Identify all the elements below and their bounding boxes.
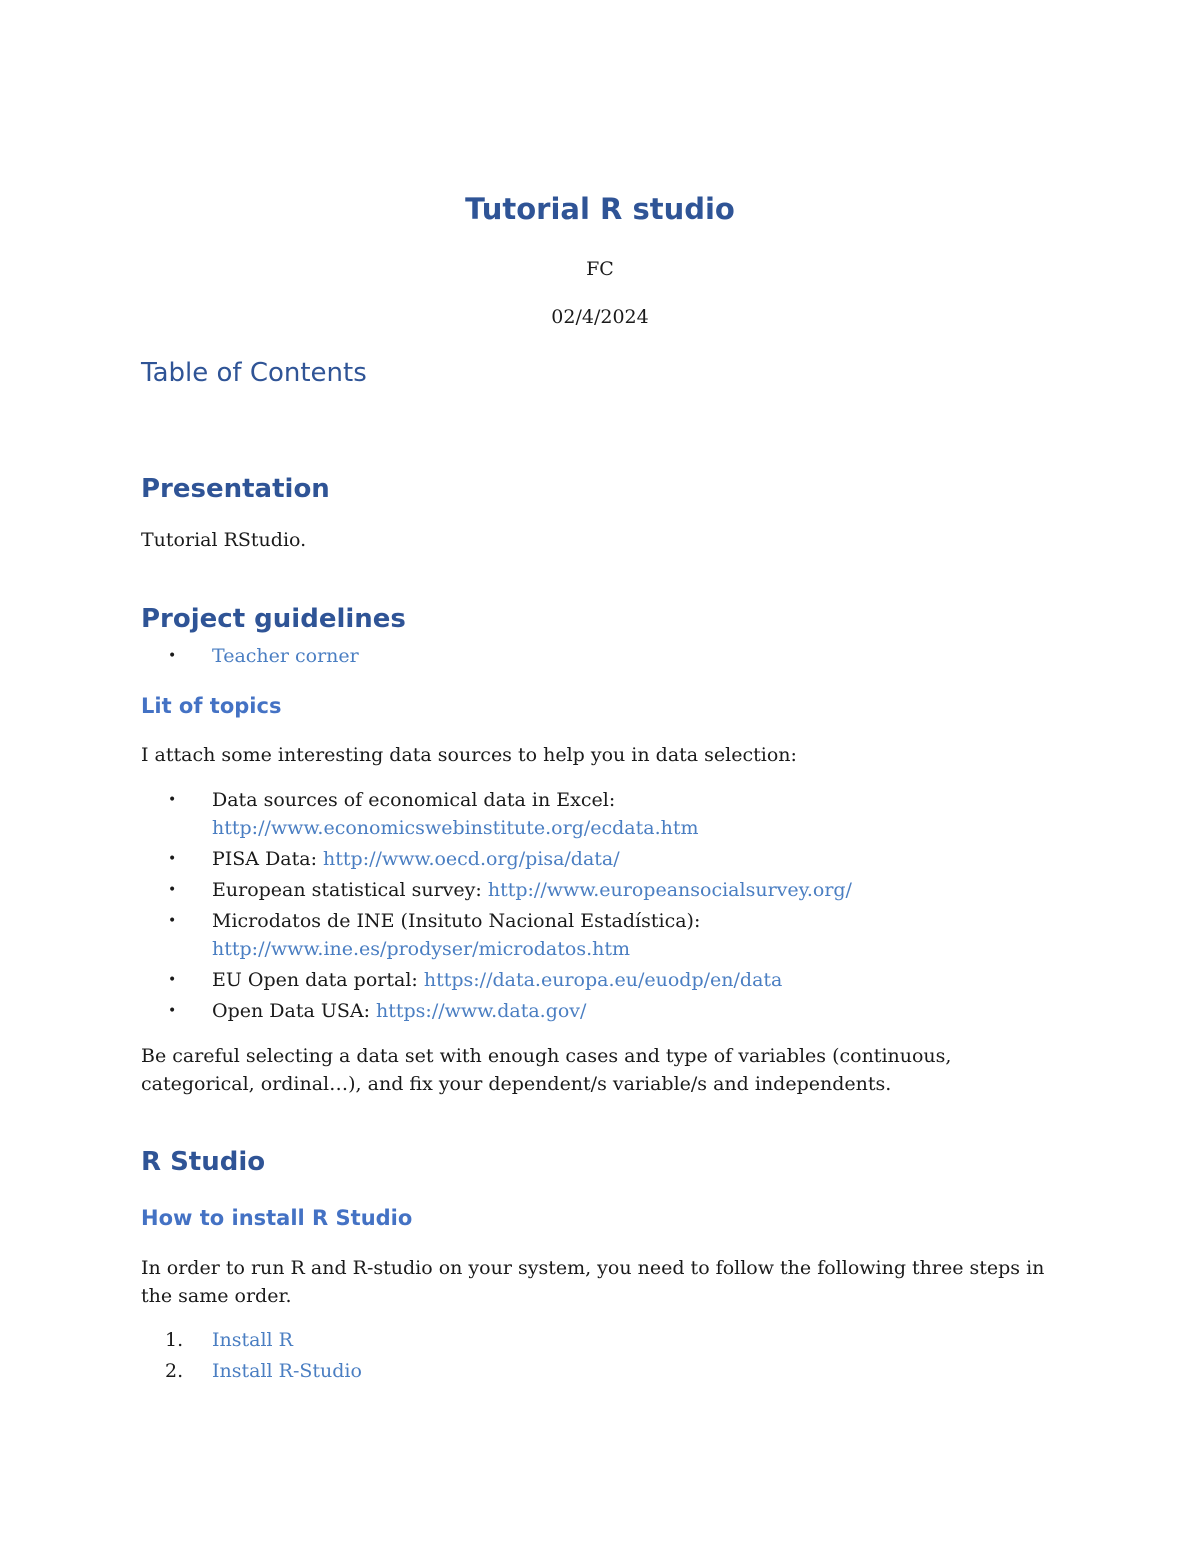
document-title: Tutorial R studio (465, 192, 735, 226)
project-guidelines-list (141, 642, 1041, 670)
data-sources-list (141, 786, 1041, 1025)
list-item (141, 876, 1041, 904)
source-label: PISA Data: (212, 848, 324, 870)
project-guidelines-heading: Project guidelines (141, 604, 406, 634)
bullet-marker: • (168, 792, 177, 808)
data-gov-link[interactable]: https://www.data.gov/ (376, 1000, 587, 1022)
pisa-data-link[interactable]: http://www.oecd.org/pisa/data/ (323, 848, 620, 870)
bullet-marker: • (168, 882, 177, 898)
presentation-heading: Presentation (141, 474, 330, 504)
bullet-marker: • (168, 1003, 177, 1019)
bullet-marker: • (168, 648, 177, 664)
install-r-link[interactable]: Install R (212, 1329, 293, 1351)
teacher-corner-link[interactable]: Teacher corner (212, 645, 359, 667)
list-item (141, 845, 1041, 873)
toc-heading: Table of Contents (141, 358, 367, 388)
topics-note: Be careful selecting a data set with enough cases and type of variables (continuous, categorical, ordinal…), and fix your dependent/s variable/s and independents. (141, 1045, 952, 1095)
source-label: EU Open data portal: (212, 969, 424, 991)
ine-microdatos-link[interactable]: http://www.ine.es/prodyser/microdatos.htm (212, 938, 630, 960)
install-intro: In order to run R and R-studio on your system, you need to follow the following three steps in the same order. (141, 1257, 1045, 1307)
list-item (141, 1357, 1041, 1385)
list-item (141, 966, 1041, 994)
eu-open-data-link[interactable]: https://data.europa.eu/euodp/en/data (423, 969, 783, 991)
bullet-marker: • (168, 972, 177, 988)
list-item (141, 1326, 1041, 1354)
install-rstudio-link[interactable]: Install R-Studio (212, 1360, 362, 1382)
step-number: 2. (165, 1360, 184, 1382)
bullet-marker: • (168, 913, 177, 929)
source-label: Data sources of economical data in Excel: (212, 789, 616, 811)
document-date: 02/4/2024 (551, 306, 649, 328)
step-number: 1. (165, 1329, 184, 1351)
presentation-text: Tutorial RStudio. (141, 529, 307, 551)
bullet-marker: • (168, 851, 177, 867)
list-item (141, 786, 1041, 842)
install-heading: How to install R Studio (141, 1206, 413, 1230)
list-item (141, 997, 1041, 1025)
topics-heading: Lit of topics (141, 694, 282, 718)
economics-web-institute-link[interactable]: http://www.economicswebinstitute.org/ecdata.htm (212, 817, 699, 839)
source-label: Open Data USA: (212, 1000, 377, 1022)
topics-intro: I attach some interesting data sources to help you in data selection: (141, 744, 797, 766)
document-author: FC (586, 258, 614, 280)
list-item (141, 642, 1041, 670)
r-studio-heading: R Studio (141, 1147, 266, 1177)
source-label: Microdatos de INE (Insituto Nacional Estadística): (212, 910, 701, 932)
list-item (141, 907, 1041, 963)
source-label: European statistical survey: (212, 879, 488, 901)
install-steps-list (141, 1326, 1041, 1385)
european-social-survey-link[interactable]: http://www.europeansocialsurvey.org/ (487, 879, 852, 901)
